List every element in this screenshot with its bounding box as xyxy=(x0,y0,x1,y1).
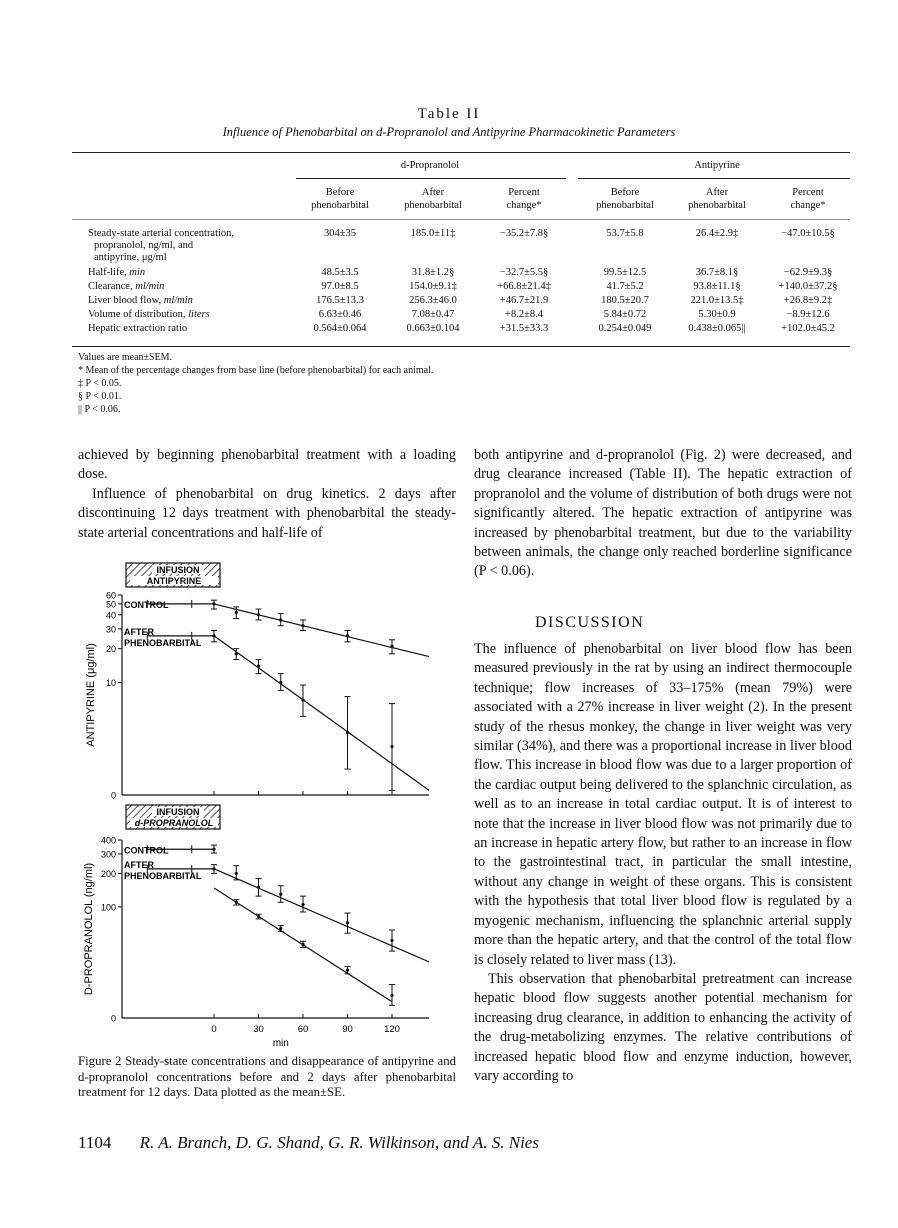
row-label: Steady-state arterial concentration, xyxy=(88,228,235,239)
group-rule xyxy=(296,178,566,179)
table-cell: 6.63±0.46 xyxy=(318,309,362,320)
table-footnote: || P < 0.06. xyxy=(78,404,121,415)
series-label-control: CONTROL xyxy=(124,599,169,610)
series-label-control: CONTROL xyxy=(124,845,169,856)
data-point xyxy=(390,745,393,748)
row-label: propranolol, ng/ml, and xyxy=(94,240,194,251)
data-point xyxy=(390,939,393,942)
column-header: change* xyxy=(506,200,542,211)
series-label-after: PHENOBARBITAL xyxy=(124,637,202,648)
data-point xyxy=(235,652,238,655)
y-axis-label: D-PROPRANOLOL (ng/ml) xyxy=(83,862,95,996)
section-heading-discussion: DISCUSSION xyxy=(535,614,645,631)
table-cell: 31.8±1.2§ xyxy=(411,267,455,278)
x-tick-label: 60 xyxy=(297,1024,309,1035)
column-header: Before xyxy=(610,187,640,198)
data-point xyxy=(301,698,304,701)
row-label: Liver blood flow, ml/min xyxy=(88,295,193,306)
table-cell: 36.7±8.1§ xyxy=(695,267,739,278)
x-tick-label: 90 xyxy=(342,1024,353,1035)
table-cell: 41.7±5.2 xyxy=(606,281,644,292)
table-footnote: * Mean of the percentage changes from base line (before phenobarbital) for each animal. xyxy=(78,365,434,376)
y-tick-label: 200 xyxy=(100,868,116,879)
x-axis-label: min xyxy=(272,1038,289,1049)
table-footnote: ‡ P < 0.05. xyxy=(78,378,122,389)
data-point xyxy=(235,872,238,875)
header-rule xyxy=(72,219,850,220)
y-tick-label: 100 xyxy=(100,902,116,913)
table-cell: −62.9±9.3§ xyxy=(783,267,833,278)
table-cell: 221.0±13.5‡ xyxy=(690,295,744,306)
table-footnote: Values are mean±SEM. xyxy=(78,352,173,363)
right-column-text-discussion xyxy=(474,640,852,1086)
data-point xyxy=(235,611,238,614)
data-point xyxy=(212,634,215,637)
data-point xyxy=(390,645,393,648)
table-cell: −47.0±10.5§ xyxy=(781,228,835,239)
table-cell: 154.0±9.1‡ xyxy=(409,281,457,292)
y-tick-label: 20 xyxy=(105,644,116,655)
table-cell: 5.84±0.72 xyxy=(603,309,647,320)
table-bottom-rule xyxy=(72,346,850,347)
series-label-after: PHENOBARBITAL xyxy=(124,870,202,881)
table-cell: +140.0±37.2§ xyxy=(778,281,838,292)
data-point xyxy=(212,867,215,870)
page-number: 1104 xyxy=(78,1133,112,1152)
data-point xyxy=(301,624,304,627)
table-cell: 176.5±13.3 xyxy=(316,295,364,306)
table-cell: 0.438±0.065|| xyxy=(688,323,746,334)
table-cell: 0.564±0.064 xyxy=(313,323,367,334)
table-cell: +8.2±8.4 xyxy=(505,309,543,320)
data-point xyxy=(346,731,349,734)
data-point xyxy=(346,968,349,971)
group-rule xyxy=(578,178,850,179)
data-point xyxy=(301,943,304,946)
table-cell: 304±35 xyxy=(323,228,357,239)
y-tick-label: 40 xyxy=(105,610,116,621)
x-tick-label: 30 xyxy=(253,1024,264,1035)
table-cell: 256.3±46.0 xyxy=(409,295,457,306)
figure-2 xyxy=(70,555,460,1050)
table-cell: 5.30±0.9 xyxy=(698,309,736,320)
row-label: Hepatic extraction ratio xyxy=(88,323,188,334)
table-title: Table II xyxy=(417,106,481,122)
page-footer xyxy=(78,1133,539,1153)
column-header: Percent xyxy=(508,187,540,198)
table-cell: +66.8±21.4‡ xyxy=(497,281,551,292)
row-label: antipyrine, μg/ml xyxy=(94,252,167,263)
y-tick-label: 60 xyxy=(105,590,116,601)
row-label: Clearance, ml/min xyxy=(88,281,165,292)
column-header: phenobarbital xyxy=(688,200,746,211)
table-footnote: § P < 0.01. xyxy=(78,391,122,402)
column-header: After xyxy=(705,187,729,198)
table-cell: −8.9±12.6 xyxy=(786,309,830,320)
data-point xyxy=(257,886,260,889)
paragraph: achieved by beginning phenobarbital treatment with a loading dose. xyxy=(78,447,456,483)
column-header: After xyxy=(421,187,445,198)
y-tick-label: 0 xyxy=(110,1013,116,1024)
column-header: phenobarbital xyxy=(311,200,369,211)
figure-caption: Figure 2 Steady-state concentrations and disappearance of antipyrine and d-propranolol concentrations before and 2 days after phenobarbital treatment for 12 days. Data plotted as the mean±SE. xyxy=(78,1054,456,1100)
table-cell: −32.7±5.5§ xyxy=(499,267,549,278)
infusion-label: ANTIPYRINE xyxy=(146,576,202,586)
table-cell: 7.08±0.47 xyxy=(411,309,455,320)
paragraph: both antipyrine and d-propranolol (Fig. 2) were decreased, and drug clearance increased (Table II). The hepatic extraction of propranolol and the volume of distribution of both drugs were not significantly altered. The hepatic extraction of antipyrine was increased by phenobarbital treatment, but due to the variability between animals, the change only reached borderline significance (P < 0.06). xyxy=(474,447,852,580)
y-tick-label: 300 xyxy=(100,849,116,860)
group-header-propranolol: d-Propranolol xyxy=(400,160,460,171)
regression-line xyxy=(214,636,429,790)
series-label-after: AFTER xyxy=(124,859,154,870)
table-cell: −35.2±7.8§ xyxy=(499,228,549,239)
x-tick-label: 0 xyxy=(211,1024,217,1035)
infusion-label: INFUSION xyxy=(156,807,200,817)
infusion-label: d-PROPRANOLOL xyxy=(134,818,214,828)
y-axis-label: ANTIPYRINE (μg/ml) xyxy=(85,643,97,747)
x-tick-label: 120 xyxy=(384,1024,400,1035)
table-cell: 0.254±0.049 xyxy=(598,323,652,334)
table-cell: +46.7±21.9 xyxy=(499,295,549,306)
data-point xyxy=(212,848,215,851)
table-cell: 185.0±11‡ xyxy=(410,228,456,239)
table-subtitle: Influence of Phenobarbital on d-Propranolol and Antipyrine Pharmacokinetic Parameters xyxy=(222,125,676,139)
group-header-antipyrine: Antipyrine xyxy=(694,160,740,171)
table-cell: 180.5±20.7 xyxy=(601,295,649,306)
data-point xyxy=(235,901,238,904)
y-tick-label: 400 xyxy=(100,835,116,846)
y-tick-label: 0 xyxy=(110,790,116,801)
y-tick-label: 10 xyxy=(105,678,116,689)
unit-label: ml/min xyxy=(163,295,193,306)
table-cell: 93.8±11.1§ xyxy=(693,281,741,292)
table-cell: 26.4±2.9‡ xyxy=(695,228,739,239)
data-point xyxy=(279,927,282,930)
column-header: phenobarbital xyxy=(404,200,462,211)
table-cell: +31.5±33.3 xyxy=(499,323,549,334)
table-top-rule xyxy=(72,152,850,153)
row-label: Volume of distribution, liters xyxy=(88,309,210,320)
data-point xyxy=(346,921,349,924)
row-label: Half-life, min xyxy=(88,267,146,278)
data-point xyxy=(279,681,282,684)
data-point xyxy=(257,613,260,616)
table-cell: 48.5±3.5 xyxy=(321,267,359,278)
data-point xyxy=(257,915,260,918)
data-point xyxy=(390,994,393,997)
table-cell: 99.5±12.5 xyxy=(603,267,647,278)
paragraph: The influence of phenobarbital on liver blood flow has been measured previously in the rat by using an indirect thermocouple technique; flow increases of 33–175% (mean 79%) were associated with a 27% increase in liver weight (2). In the present study of the rhesus monkey, the change in liver weight was very similar (34%), and there was a proportional increase in liver blood flow. This increase in blood flow was due to a larger proportion of the cardiac output being delivered to the splanchnic circulation, as well as to an increase in total cardiac output. It is of interest to note that the increase in liver blood flow was not primarily due to an increase in hepatic artery flow, but rather to an increase in flow to the gastrointestinal tract, in particular the small intestine, without any change in weight of these organs. This is consistent with the hypothesis that total liver blood flow is regulated by a myogenic mechanism, influencing the splanchnic arterial supply more than the hepatic artery, and that the control of the total flow is closely related to liver mass (13). xyxy=(474,641,852,968)
unit-label: liters xyxy=(188,309,210,320)
paragraph: This observation that phenobarbital pretreatment can increase hepatic blood flow suggests another potential mechanism for increasing drug clearance, in addition to enhancing the activity of the drug-metabolizing enzymes. The relative contributions of increased hepatic blood flow and enzyme induction, however, vary according to xyxy=(474,970,852,1084)
column-header: change* xyxy=(790,200,826,211)
data-point xyxy=(346,634,349,637)
regression-line xyxy=(214,604,429,657)
data-point xyxy=(301,903,304,906)
table-cell: +26.8±9.2‡ xyxy=(783,295,833,306)
data-point xyxy=(279,893,282,896)
table-cell: 97.0±8.5 xyxy=(321,281,359,292)
infusion-label: INFUSION xyxy=(156,565,200,575)
right-column-text-top xyxy=(474,446,852,582)
left-column-text xyxy=(78,446,456,543)
regression-line xyxy=(214,869,429,962)
column-header: Percent xyxy=(792,187,824,198)
unit-label: min xyxy=(129,267,146,278)
data-point xyxy=(212,602,215,605)
data-point xyxy=(257,664,260,667)
series-label-after: AFTER xyxy=(124,626,154,637)
table-cell: +102.0±45.2 xyxy=(781,323,835,334)
y-tick-label: 30 xyxy=(105,624,116,635)
paragraph-drug-kinetics: Influence of phenobarbital on drug kinetics. 2 days after discontinuing 12 days treatment with phenobarbital the steady-state arterial concentrations and half-life of xyxy=(78,485,456,541)
y-tick-label: 50 xyxy=(105,599,116,610)
column-header: Before xyxy=(325,187,355,198)
data-point xyxy=(279,618,282,621)
table-cell: 53.7±5.8 xyxy=(606,228,644,239)
column-header: phenobarbital xyxy=(596,200,654,211)
unit-label: ml/min xyxy=(135,281,165,292)
authors: R. A. Branch, D. G. Shand, G. R. Wilkinson, and A. S. Nies xyxy=(139,1133,539,1152)
table-cell: 0.663±0.104 xyxy=(406,323,460,334)
